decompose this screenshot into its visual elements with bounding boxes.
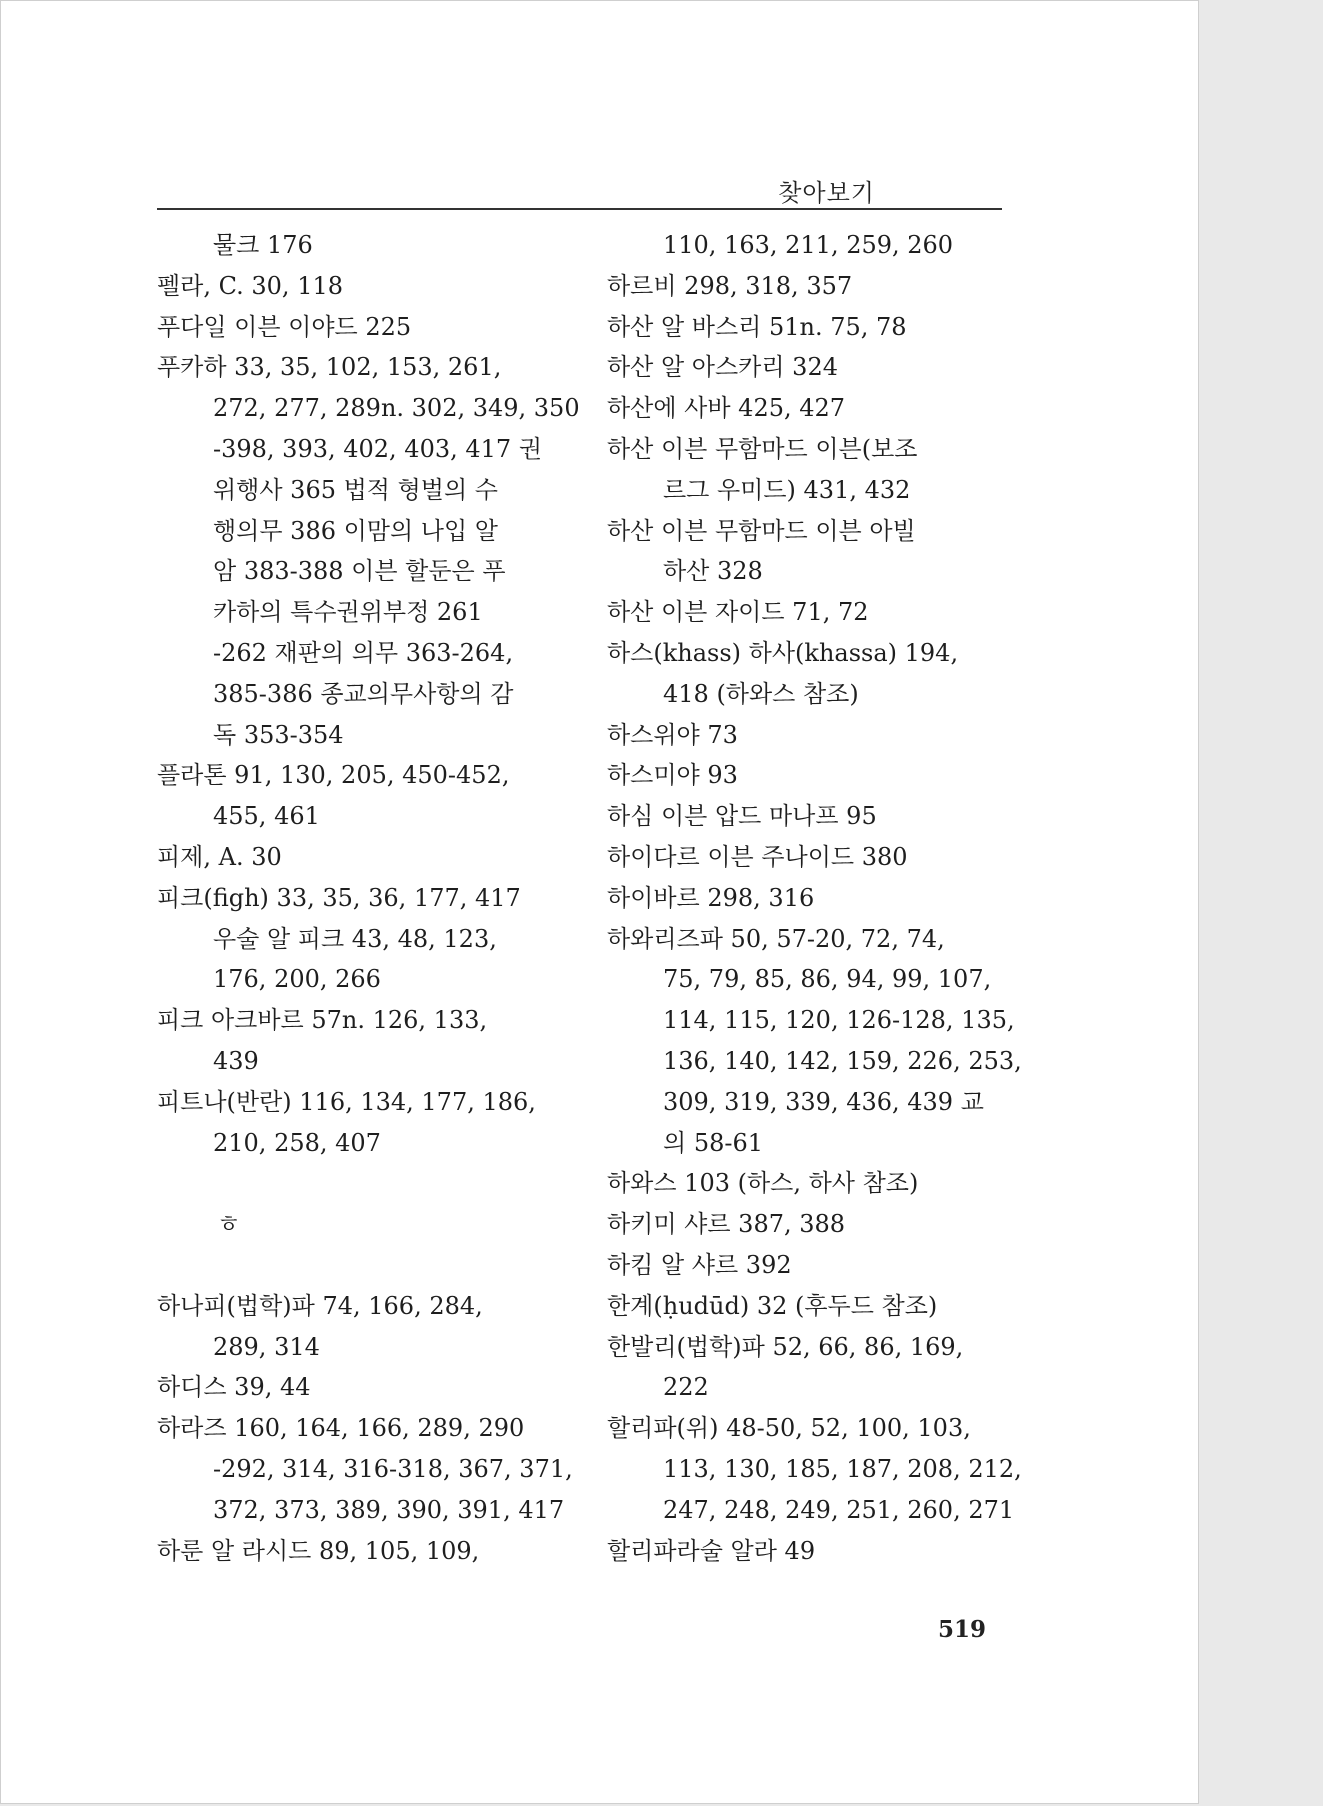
index-entry-line: 하산 알 바스리 51n. 75, 78 [607,312,907,341]
index-entry-line: 하스(khass) 하사(khassa) 194, [607,638,959,667]
index-entry-line: 하와리즈파 50, 57-20, 72, 74, [607,924,945,953]
index-entry-line: 289, 314 [213,1332,320,1361]
index-entry-line: 하라즈 160, 164, 166, 289, 290 [157,1414,525,1443]
index-entry-line: 피크 아크바르 57n. 126, 133, [157,1006,488,1035]
index-entry-line: 하와스 103 (하스, 하사 참조) [607,1169,919,1198]
index-entry-line: 피크(figh) 33, 35, 36, 177, 417 [157,883,521,912]
index-entry-line: 피트나(반란) 116, 134, 177, 186, [157,1087,536,1116]
index-column-left [157,225,580,1571]
index-entry-line: 하킴 알 샤르 392 [607,1250,792,1279]
index-entry-line: 하이바르 298, 316 [607,883,815,912]
index-entry-line: 독 353-354 [213,720,344,749]
index-entry-line: 물크 176 [213,231,313,259]
index-entry-line: 하키미 샤르 387, 388 [607,1210,846,1239]
index-entry-line: 176, 200, 266 [213,965,381,994]
index-entry-line: -292, 314, 316-318, 367, 371, [213,1454,573,1483]
index-entry-line: 하디스 39, 44 [157,1373,311,1402]
index-entry-line: 309, 319, 339, 436, 439 교 [663,1087,984,1116]
index-entry-line: 272, 277, 289n. 302, 349, 350 [213,394,580,423]
index-entry-line: -398, 393, 402, 403, 417 권 [213,434,542,463]
index-entry-line: 하르비 298, 318, 357 [607,271,853,300]
index-entry-line: 하룬 알 라시드 89, 105, 109, [157,1536,480,1565]
index-entry-line: 푸다일 이븐 이야드 225 [157,312,412,341]
index-entry-line: 하산 알 아스카리 324 [607,353,838,382]
index-entry-line: 110, 163, 211, 259, 260 [663,231,954,259]
index-entry-line: 펠라, C. 30, 118 [157,271,343,300]
index-entry-line: 하심 이븐 압드 마나프 95 [607,802,877,831]
index-entry-line: 푸카하 33, 35, 102, 153, 261, [157,353,502,382]
index-entry-line: 위행사 365 법적 형벌의 수 [213,475,498,504]
index-entry-line: 르그 우미드) 431, 432 [663,475,911,504]
running-header-title: 찾아보기 [778,179,875,207]
index-entry-line: 카하의 특수권위부정 261 [213,598,483,627]
index-entry-line: 하산 이븐 자이드 71, 72 [607,598,869,627]
index-entry-line: 한발리(법학)파 52, 66, 86, 169, [607,1332,964,1361]
index-spacer [157,1245,559,1286]
index-entry-line: 하스미야 93 [607,761,738,790]
index-entry-line: 136, 140, 142, 159, 226, 253, [663,1046,1022,1075]
index-entry-line: 114, 115, 120, 126-128, 135, [663,1006,1015,1035]
index-entry-line: 372, 373, 389, 390, 391, 417 [213,1495,565,1524]
index-entry-line: 247, 248, 249, 251, 260, 271 [663,1495,1015,1524]
index-entry-line: 행의무 386 이맘의 나입 알 [213,516,498,545]
index-entry-line: 플라톤 91, 130, 205, 450-452, [157,761,510,790]
index-entry-line: 하산 328 [663,557,763,586]
index-entry-line: -262 재판의 의무 363-264, [213,638,514,667]
index-entry-line: 210, 258, 407 [213,1128,381,1157]
index-entry-line: 418 (하와스 참조) [663,679,859,708]
index-entry-line: 하나피(법학)파 74, 166, 284, [157,1291,483,1320]
index-entry-line: 하산 이븐 무함마드 이븐 아빌 [607,516,916,545]
index-column-right [607,225,1022,1571]
index-entry-line: 385-386 종교의무사항의 감 [213,679,514,708]
header-rule [157,208,1002,210]
index-entry-line: 하이다르 이븐 주나이드 380 [607,842,908,871]
index-entry-line: 113, 130, 185, 187, 208, 212, [663,1454,1022,1483]
index-entry-line: 피제, A. 30 [157,842,282,871]
index-entry-line: 우술 알 피크 43, 48, 123, [213,924,497,953]
index-section-heading: ㅎ [217,1210,241,1239]
index-spacer [157,1163,559,1204]
index-entry-line: 439 [213,1046,259,1075]
index-entry-line: 의 58-61 [663,1128,764,1157]
index-entry-line: 하산에 사바 425, 427 [607,394,846,423]
index-entry-line: 하스위야 73 [607,720,738,749]
page-number: 519 [938,1616,987,1643]
index-entry-line: 할리파(위) 48-50, 52, 100, 103, [607,1414,971,1443]
index-entry-line: 75, 79, 85, 86, 94, 99, 107, [663,965,992,994]
index-entry-line: 455, 461 [213,802,320,831]
index-entry-line: 한계(ḥudūd) 32 (후두드 참조) [607,1291,938,1320]
index-entry-line: 암 383-388 이븐 할둔은 푸 [213,557,506,586]
index-entry-line: 하산 이븐 무함마드 이븐(보조 [607,434,918,463]
index-entry-line: 222 [663,1373,709,1402]
index-entry-line: 할리파라술 알라 49 [607,1536,816,1565]
